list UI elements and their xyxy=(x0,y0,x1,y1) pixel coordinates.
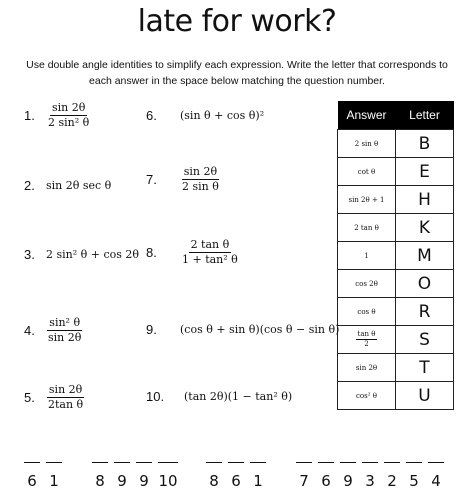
answer-blank[interactable] xyxy=(250,462,266,490)
letter-cell: O xyxy=(396,270,454,298)
answer-blank[interactable] xyxy=(406,462,422,490)
numerator: sin 2θ xyxy=(51,101,86,114)
question-number: 10. xyxy=(146,389,165,404)
question-number: 3. xyxy=(24,247,35,262)
answer-blank[interactable] xyxy=(384,462,400,490)
answer-blank[interactable] xyxy=(362,462,378,490)
answer-cell: cos² θ xyxy=(338,382,396,410)
blank-question-number: 6 xyxy=(321,472,331,490)
answer-blank[interactable] xyxy=(428,462,444,490)
fraction xyxy=(180,238,240,267)
table-header-row xyxy=(338,101,454,130)
answer-cell: 1 xyxy=(338,242,396,270)
blank-question-number: 9 xyxy=(117,472,127,490)
expression: 2 sin² θ + cos 2θ xyxy=(46,247,140,261)
letter-cell: S xyxy=(396,326,454,354)
expression: sin 2θ sec θ xyxy=(46,178,112,192)
question-number: 9. xyxy=(146,322,157,337)
blank-question-number: 6 xyxy=(231,472,241,490)
numerator: sin 2θ xyxy=(183,165,218,178)
table-row xyxy=(338,270,454,298)
letter-column-header: Letter xyxy=(396,101,454,130)
answer-cell: cot θ xyxy=(338,158,396,186)
question-10 xyxy=(146,389,292,404)
blank-question-number: 2 xyxy=(387,472,397,490)
fraction xyxy=(180,165,221,194)
denominator: 2 xyxy=(364,340,369,348)
answer-blank[interactable] xyxy=(340,462,356,490)
denominator: 2 sin θ xyxy=(182,180,219,193)
question-1 xyxy=(24,101,91,130)
answer-blank[interactable] xyxy=(114,462,130,490)
answer-blank[interactable] xyxy=(206,462,222,490)
answer-cell: cos 2θ xyxy=(338,270,396,298)
answer-fraction xyxy=(356,330,378,349)
numerator: tan θ xyxy=(357,330,376,338)
question-number: 5. xyxy=(24,390,35,405)
letter-cell: R xyxy=(396,298,454,326)
answer-column-header: Answer xyxy=(338,101,396,130)
numerator: sin² θ xyxy=(49,316,81,329)
question-number: 2. xyxy=(24,178,35,193)
letter-cell: H xyxy=(396,186,454,214)
expression: (sin θ + cos θ)² xyxy=(180,108,265,122)
blank-question-number: 10 xyxy=(158,472,178,490)
letter-cell: U xyxy=(396,382,454,410)
numerator: 2 tan θ xyxy=(190,238,230,251)
blank-question-number: 7 xyxy=(299,472,309,490)
letter-cell: B xyxy=(396,130,454,158)
denominator: sin 2θ xyxy=(48,331,82,344)
denominator: 2 sin² θ xyxy=(48,116,90,129)
answer-blank[interactable] xyxy=(228,462,244,490)
blank-question-number: 5 xyxy=(409,472,419,490)
blank-question-number: 8 xyxy=(95,472,105,490)
expression: (cos θ + sin θ)(cos θ − sin θ) xyxy=(180,322,340,336)
question-3 xyxy=(24,247,139,262)
question-2 xyxy=(24,178,111,193)
worksheet-title: late for work? xyxy=(137,4,337,39)
letter-cell: M xyxy=(396,242,454,270)
question-number: 7. xyxy=(146,172,157,187)
table-row xyxy=(338,130,454,158)
denominator: 2tan θ xyxy=(48,398,84,411)
question-9 xyxy=(146,322,339,337)
instructions: Use double angle identities to simplify each expression. Write the letter that corresponds to each answer in the space below matching the question number. xyxy=(26,59,448,87)
answer-blank[interactable] xyxy=(136,462,152,490)
blank-question-number: 1 xyxy=(253,472,263,490)
letter-cell: K xyxy=(396,214,454,242)
blank-question-number: 1 xyxy=(49,472,59,490)
answer-cell: 2 sin θ xyxy=(338,130,396,158)
question-number: 8. xyxy=(146,245,157,260)
table-row xyxy=(338,214,454,242)
table-row xyxy=(338,298,454,326)
table-row xyxy=(338,354,454,382)
blank-question-number: 6 xyxy=(27,472,37,490)
table-row xyxy=(338,186,454,214)
question-8 xyxy=(146,238,240,267)
answer-cell xyxy=(338,326,396,354)
question-7 xyxy=(146,165,221,194)
answer-blank[interactable] xyxy=(46,462,62,490)
answer-blank[interactable] xyxy=(318,462,334,490)
answer-cell: sin 2θ xyxy=(338,354,396,382)
question-6 xyxy=(146,108,264,123)
fraction xyxy=(46,383,85,412)
answer-cell: cos θ xyxy=(338,298,396,326)
fraction xyxy=(46,316,83,345)
letter-cell: E xyxy=(396,158,454,186)
answer-letter-table xyxy=(337,101,454,410)
answer-cell: sin 2θ + 1 xyxy=(338,186,396,214)
table-row xyxy=(338,326,454,354)
blank-question-number: 3 xyxy=(365,472,375,490)
blank-question-number: 9 xyxy=(343,472,353,490)
answer-cell: 2 tan θ xyxy=(338,214,396,242)
blank-question-number: 4 xyxy=(431,472,441,490)
blank-question-number: 8 xyxy=(209,472,219,490)
expression: (tan 2θ)(1 − tan² θ) xyxy=(184,389,293,403)
answer-blank[interactable] xyxy=(296,462,312,490)
question-number: 1. xyxy=(24,108,35,123)
blank-question-number: 9 xyxy=(139,472,149,490)
answer-blank[interactable] xyxy=(158,462,178,490)
letter-cell: T xyxy=(396,354,454,382)
table-row xyxy=(338,242,454,270)
denominator: 1 + tan² θ xyxy=(182,253,238,266)
question-4 xyxy=(24,316,83,345)
numerator: sin 2θ xyxy=(48,383,83,396)
answer-blank[interactable] xyxy=(24,462,40,490)
table-row xyxy=(338,158,454,186)
answer-blank[interactable] xyxy=(92,462,108,490)
question-number: 4. xyxy=(24,323,35,338)
fraction xyxy=(46,101,91,130)
question-5 xyxy=(24,383,85,412)
table-row xyxy=(338,382,454,410)
question-number: 6. xyxy=(146,108,157,123)
